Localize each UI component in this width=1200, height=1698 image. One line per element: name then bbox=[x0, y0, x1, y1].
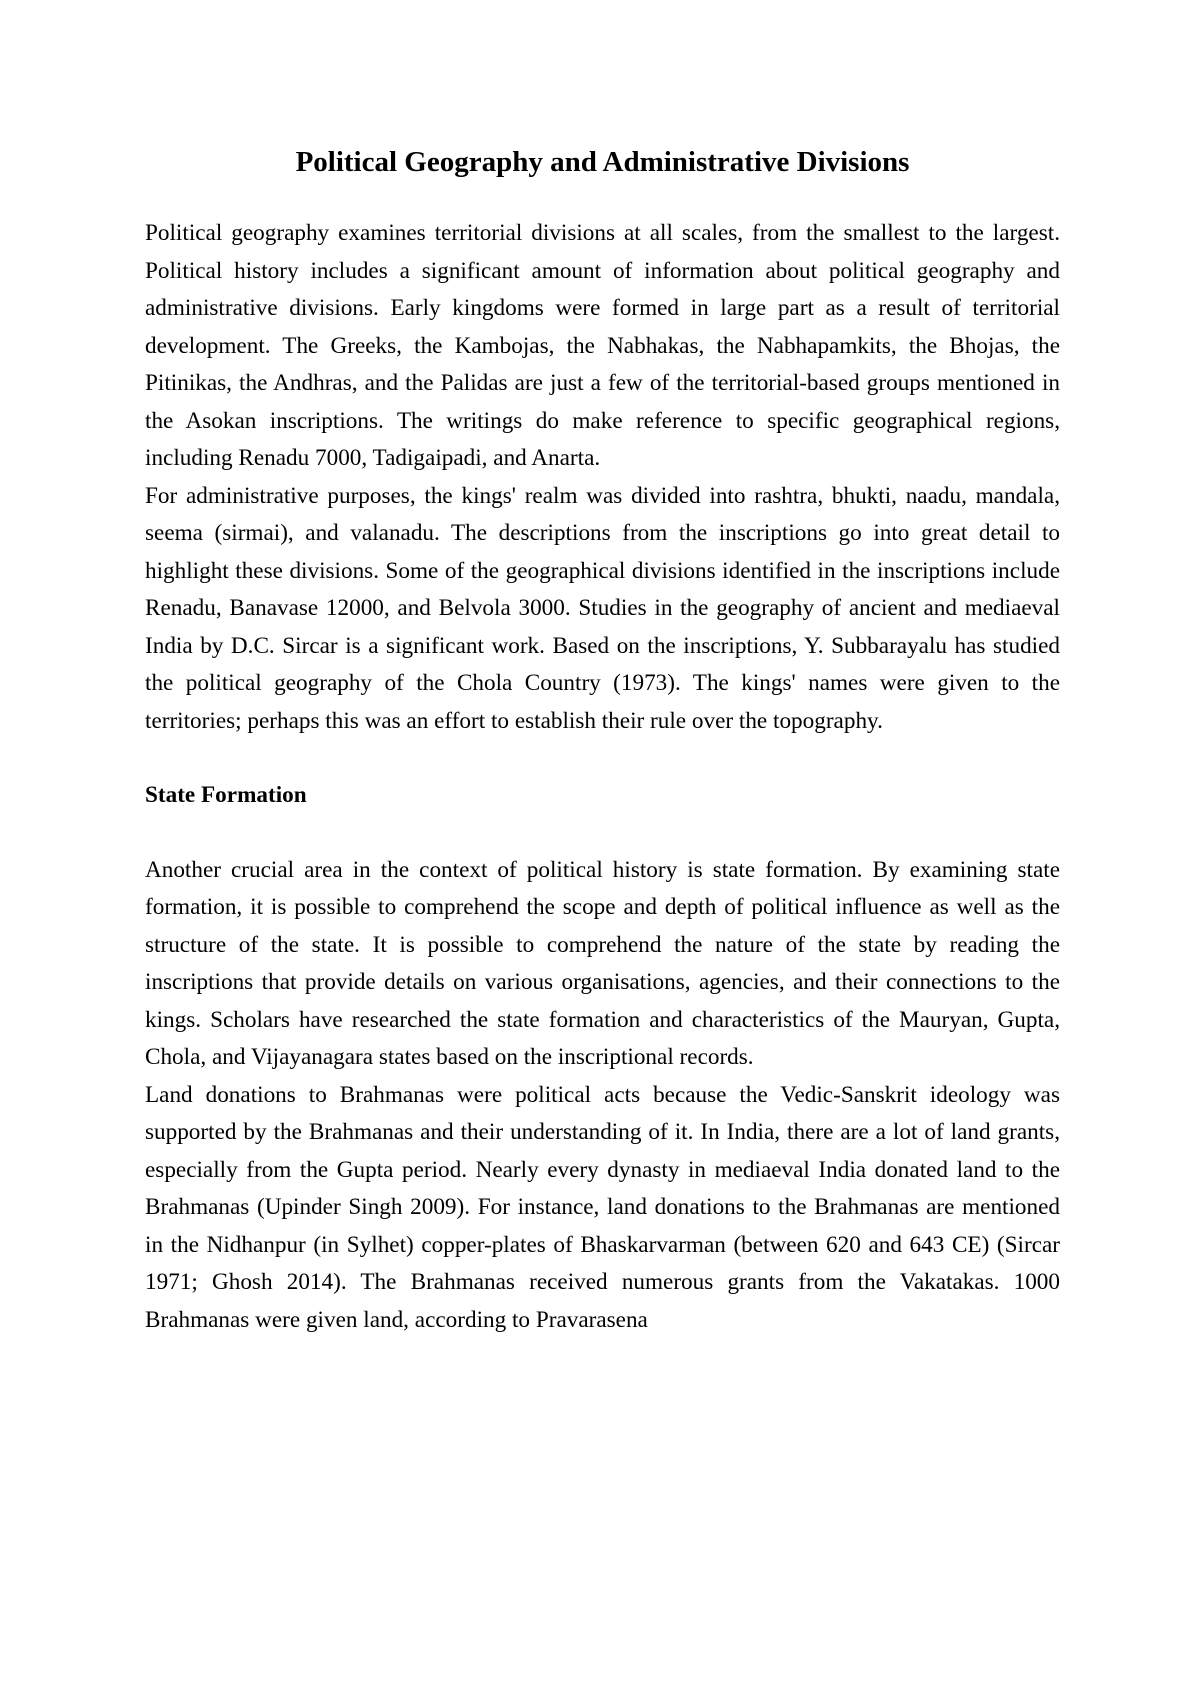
page-title: Political Geography and Administrative Divisions bbox=[295, 146, 910, 178]
paragraph-state-formation: Another crucial area in the context of political history is state formation. By examining state formation, it is possible to comprehend the scope and depth of political influence as well as the structure of the state. It is possible to comprehend the nature of the state by reading the inscriptions that provide details on various organisations, agencies, and their connections to the kings. Scholars have researched the state formation and characteristics of the Mauryan, Gupta, Chola, and Vijayanagara states based on the inscriptional records. bbox=[145, 856, 1060, 1070]
paragraph-political-geography: Political geography examines territorial divisions at all scales, from the smallest to the largest. Political history includes a significant amount of information about political geography and administrative divisions. Early kingdoms were formed in large part as a result of territorial development. The Greeks, the Kambojas, the Nabhakas, the Nabhapamkits, the Bhojas, the Pitinikas, the Andhras, and the Palidas are just a few of the territorial-based groups mentioned in the Asokan inscriptions. The writings do make reference to specific geographical regions, including Renadu 7000, Tadigaipadi, and Anarta. bbox=[145, 220, 1060, 471]
paragraph-administrative-divisions: For administrative purposes, the kings' realm was divided into rashtra, bhukti, naadu, mandala, seema (sirmai), and valanadu. The descriptions from the inscriptions go into great detail to highlight these divisions. Some of the geographical divisions identified in the inscriptions include Renadu, Banavase 12000, and Belvola 3000. Studies in the geography of ancient and mediaeval India by D.C. Sircar is a significant work. Based on the inscriptions, Y. Subbarayalu has studied the political geography of the Chola Country (1973). The kings' names were given to the territories; perhaps this was an effort to establish their rule over the topography. bbox=[145, 482, 1060, 734]
document-body bbox=[145, 143, 1060, 1339]
paragraph-land-donations: Land donations to Brahmanas were political acts because the Vedic-Sanskrit ideology was supported by the Brahmanas and their understanding of it. In India, there are a lot of land grants, especially from the Gupta period. Nearly every dynasty in mediaeval India donated land to the Brahmanas (Upinder Singh 2009). For instance, land donations to the Brahmanas are mentioned in the Nidhanpur (in Sylhet) copper-plates of Bhaskarvarman (between 620 and 643 CE) (Sircar 1971; Ghosh 2014). The Brahmanas received numerous grants from the Vakatakas. 1000 Brahmanas were given land, according to Pravarasena bbox=[145, 1081, 1060, 1333]
section-heading-state-formation: State Formation bbox=[145, 782, 307, 808]
